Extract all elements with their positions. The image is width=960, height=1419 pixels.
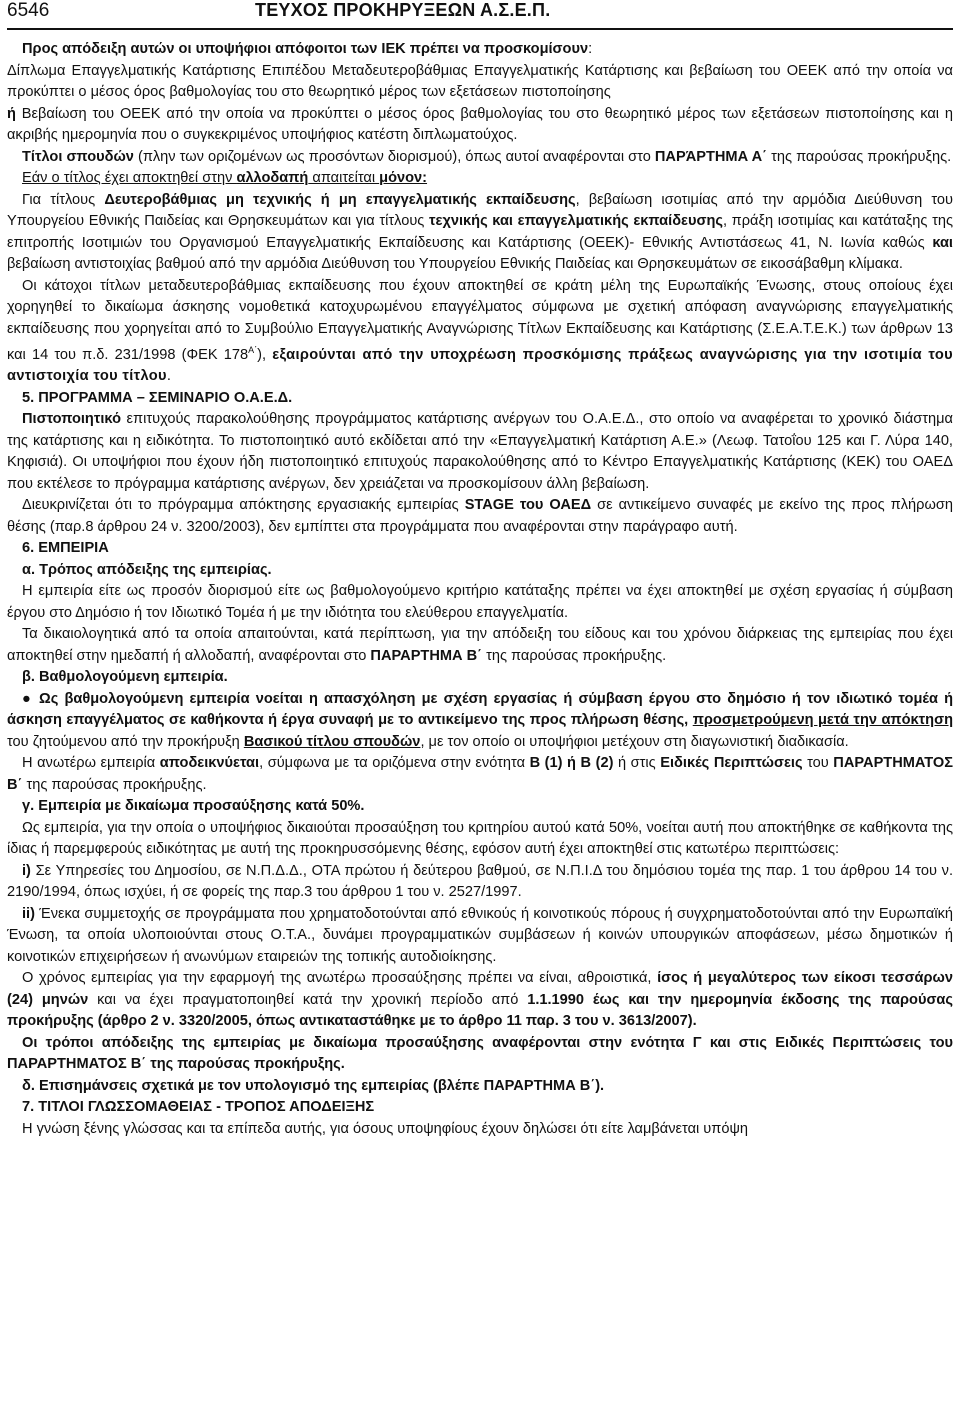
emphasis-after-acquisition: προσμετρούμενη μετά την απόκτηση [692,712,953,729]
paragraph-documents [7,624,953,667]
text-span: της παρούσας προκήρυξης. [22,776,207,793]
paragraph-iek-proof [7,39,953,61]
paragraph-eu-holders [7,276,953,388]
text-span: , πράξη ισοτιμίας και κατάταξης της επιτροπής Ισοτιμιών του Οργανισμού Επαγγελματικής Εκπαίδευσης και Κατάρτισης (ΟΕΕΚ)- Εθνικής Αντιστάσεως 41, Ν. Ιωνία καθώς [7,213,953,251]
text-span: Η γνώση ξένης γλώσσας και τα επίπεδα αυτής, για όσους υποψηφίους έχουν δηλώσει ότι είτε λαμβάνεται υπόψη [22,1120,748,1137]
study-titles-label: Τίτλοι σπουδών [22,148,134,165]
section-heading-7 [7,1097,953,1119]
emphasis-and: και [932,234,953,251]
section-heading-6 [7,538,953,560]
text-span: απαιτείται [308,170,380,186]
page-number: 6546 [7,0,50,21]
document-body [7,39,953,1140]
text-span: και να έχει πραγματοποιηθεί κατά την χρονική περίοδο από [88,991,528,1008]
text-span: επιτυχούς παρακολούθησης προγράμματος κατάρτισης ανέργων του Ο.Α.Ε.Δ., στο οποίο να αναφέρεται το χρονικό διάστημα της κατάρτισης και η ειδικότητα. Το πιστοποιητικό αυτό εκδίδεται από την «Επαγγελματική Κατάρτιση Α.Ε.» (Λεωφ. Τατοΐου 125 και Γ. Λύρα 140, Κηφισιά). Οι υποψήφιοι που έχουν ήδη πιστοποιητικό επιτυχούς παρακολούθησης από το Κέντρο Επαγγελματικής Κατάρτισης (ΚΕΚ) του ΟΑΕΔ που εκτέλεσε το πρόγραμμα κατάρτισης ανέργων, δεν χρειάζεται να προσκομίσουν άλλη βεβαίωση. [7,411,953,492]
paragraph-bonus-experience [7,818,953,861]
paragraph-equivalence [7,190,953,276]
paragraph-scored-experience [7,689,953,754]
paragraph-language [7,1119,953,1141]
subsection-title: γ. Εμπειρία με δικαίωμα προσαύξησης κατά 50%. [22,798,365,815]
paragraph-case-i [7,861,953,904]
text-span: . [166,368,171,385]
text-span: και στις Ειδικές Περιπτώσεις του ΠΑΡΑΡΤΗΜΑΤΟΣ Β΄ της παρούσας προκήρυξης. [7,1034,953,1073]
text-span: Διευκρινίζεται ότι το πρόγραμμα απόκτησης εργασιακής εμπειρίας [22,497,465,514]
emphasis-24-months: ίσος ή μεγαλύτερος των είκοσι τεσσάρων (24) μηνών [7,970,953,1008]
text-span: του [802,755,834,772]
case-label-ii: ii) [22,905,35,922]
paragraph-experience-proof [7,581,953,624]
or-keyword: ή [7,105,16,122]
certificate-label: Πιστοποιητικό [22,411,121,428]
subsection-heading-a [7,560,953,582]
section-heading-5 [7,388,953,410]
text-span: βεβαίωση αντιστοιχίας βαθμού από την αρμόδια Διεύθυνση του Υπουργείου Εθνικής Παιδείας και Θρησκευμάτων σε εικοσάβαθμη κλίμακα. [7,256,903,272]
iek-proof-heading: Προς απόδειξη αυτών οι υποψήφιοι απόφοιτοι των ΙΕΚ πρέπει να προσκομίσουν [22,41,589,57]
text-span: Ως εμπειρία, για την οποία ο υποψήφιος δικαιούται προσαύξηση του κριτηρίου αυτού κατά 50%, νοείται αυτή που αποκτήθηκε σε καθήκοντα της ίδιας ή παρεμφερούς ειδικότητας με αυτή της προκηρυσσόμενης θέσης, εφόσον αυτή έχει αποκτηθεί στις κατωτέρω περιπτώσεις: [7,819,953,858]
text-span: Τα δικαιολογητικά από τα οποία απαιτούνται, κατά περίπτωση, για την απόδειξη του είδους και του χρόνου διάρκειας της εμπειρίας που έχει αποκτηθεί στην ημεδαπή ή αλλοδαπή, αναφέρονται στο [7,626,953,664]
text-span: του ζητούμενου από την προκήρυξη [7,733,244,750]
paragraph-experience-time [7,968,953,1033]
text-span: Ένεκα συμμετοχής σε προγράμματα που χρηματοδοτούνται από εθνικούς ή κοινοτικούς πόρους ή συγχρηματοδοτούνται από την Ευρωπαϊκή Ένωση, τα οποία υλοποιούνται στους Ο.Τ.Α., δυνάμει προγραμματικών συμβάσεων ή κοινών υπουργικών αποφάσεων, μέσω δημοτικών ή κοινοτικών επιχειρήσεων ή ανωνύμων εταιρειών της τοπικής αυτοδιοίκησης. [7,905,953,965]
paragraph-stage [7,495,953,538]
text-span: , σύμφωνα με τα οριζόμενα στην ενότητα [259,755,530,772]
text-span: , βεβαίωση ισοτιμίας από την αρμόδια Διεύθυνση του Υπουργείου Εθνικής Παιδείας και Θρησκευμάτων και για τίτλους [7,191,953,229]
subsection-title: δ. Επισημάνσεις σχετικά με τον υπολογισμό της εμπειρίας (βλέπε ΠΑΡΑΡΤΗΜΑ Β΄). [22,1077,605,1094]
paragraph-certificate [7,104,953,147]
only-keyword: μόνον: [379,170,428,186]
issue-title: ΤΕΥΧΟΣ ΠΡΟΚΗΡΥΞΕΩΝ Α.Σ.Ε.Π. [255,0,551,20]
text-span: Οι κάτοχοι τίτλων μεταδευτεροβάθμιας εκπαίδευσης που έχουν αποκτηθεί σε κράτη μέλη της Ευρωπαϊκής Ένωσης, στους οποίους έχει χορηγηθεί το δικαίωμα άσκησης νομοθετικά κατοχυρωμένου επαγγέλματος σύμφωνα με σχετική απόφαση αναγνώρισης επαγγελματικής εκπαίδευσης που χορηγείται από το Συμβούλιο Επαγγελματικής Αναγνώρισης Τίτλων Εκπαίδευσης και Κατάρτισης (Σ.Ε.Α.Τ.Ε.Κ.) των άρθρων 13 και 14 του π.δ. 231/1998 (ΦΕΚ 178 [7,277,953,363]
annex-b-ref: ΠΑΡΑΡΤΗΜΑΤΟΣ Β΄ [7,755,953,793]
emphasis-technical: τεχνικής και επαγγελματικής εκπαίδευσης [429,213,723,229]
subsection-heading-c [7,796,953,818]
emphasis-period: 1.1.1990 έως και την ημερομηνία έκδοσης της παρούσας προκήρυξης (άρθρο 2 ν. 3320/2005, όπως αντικαταστάθηκε με το άρθρο 11 παρ. 3 του ν. 3613/2007). [7,991,953,1030]
text-span: : [588,41,593,57]
text-span: Οι τρόποι απόδειξης της εμπειρίας με δικαίωμα προσαύξησης αναφέρονται στην ενότητα [22,1034,693,1051]
emphasis-secondary: Δευτεροβάθμιας μη τεχνικής ή μη επαγγελματικής εκπαίδευσης [104,191,576,208]
text-span: , με τον οποίο οι υποψήφιοι μετέχουν στη διαγωνιστική διαδικασία. [420,733,849,750]
emphasis-special-cases: Ειδικές Περιπτώσεις [660,755,803,772]
emphasis-proven: αποδεικνύεται [159,755,260,772]
text-span: Η εμπειρία είτε ως προσόν διορισμού είτε ως βαθμολογούμενο κριτήριο κατάταξης πρέπει να έχει αποκτηθεί με σχέση εργασίας ή σύμβαση έργου στο Δημόσιο ή τον Ιδιωτικό Τομέα ή με την ιδιότητα του ελεύθερου επαγγελματία. [7,583,953,621]
case-label-i: i) [22,862,31,879]
text-span: Ως βαθμολογούμενη εμπειρία νοείται η απασχόληση με σχέση εργασίας ή σύμβαση έργου στο δημόσιο ή τον ιδιωτικό τομέα ή άσκηση επαγγέλματος σε καθήκοντα ή έργα συναφή με το αντικείμενο της προς πλήρωση θέσης, [7,690,953,729]
annex-a-ref: ΠΑΡΆΡΤΗΜΑ Α΄ [654,148,768,165]
text-span: ή στις [613,755,661,772]
section-letter: Γ [692,1034,702,1051]
superscript: Α΄ [248,345,258,355]
text-span: της παρούσας προκήρυξης. [482,647,667,664]
subsection-heading-d [7,1076,953,1098]
foreign-keyword: αλλοδαπή [236,170,309,186]
subsection-title: α. Τρόπος απόδειξης της εμπειρίας. [22,561,272,578]
paragraph-bonus-proof [7,1033,953,1076]
header-rule [7,28,953,30]
bullet-icon: ● [22,690,33,707]
paragraph-diploma [7,61,953,104]
text-span: Βεβαίωση του ΟΕΕΚ από την οποία να προκύπτει ο μέσος όρος βαθμολογίας του στο θεωρητικό μέρος των εξετάσεων πιστοποίησης και η ακριβής ημερομηνία που ο συγκεκριμένος υποψήφιος κατέστη διπλωματούχος. [7,105,953,143]
paragraph-study-titles [7,147,953,169]
page-header [7,0,953,28]
paragraph-foreign-title [7,168,953,190]
stage-program: STAGE του ΟΑΕΔ [464,497,592,514]
subsection-title: β. Βαθμολογούμενη εμπειρία. [22,669,228,686]
section-title: 5. ΠΡΟΓΡΑΜΜΑ – ΣΕΜΙΝΑΡΙΟ Ο.Α.Ε.Δ. [22,389,293,406]
text-span: (πλην των οριζομένων ως προσόντων διορισμού), όπως αυτοί αναφέρονται στο [133,148,655,165]
paragraph-case-ii [7,904,953,969]
text-span: σε αντικείμενο συναφές με εκείνο της προς πλήρωση θέσης (παρ.8 άρθρου 24 ν. 3200/2003), δεν εμπίπτει στα προγράμματα που αναφέρονται στην παράγραφο αυτή. [7,497,953,535]
paragraph-proven [7,753,953,796]
paragraph-oaed-certificate [7,409,953,495]
emphasis-exempt: εξαιρούνται από την υποχρέωση προσκόμισης πράξεως αναγνώρισης για την ισοτιμία του αντιστοιχία του τίτλου [7,346,953,385]
text-span: Εάν ο τίτλος έχει αποκτηθεί στην [22,170,237,186]
text-span: Σε Υπηρεσίες του Δημοσίου, σε Ν.Π.Δ.Δ., ΟΤΑ πρώτου ή δεύτερου βαθμού, σε Ν.Π.Ι.Δ του δημόσιου τομέα της παρ. 1 του άρθρου 14 του ν. 2190/1994, όπως ισχύει, ή σε φορείς της παρ.3 του άρθρου 1 του ν. 2527/1997. [7,862,953,901]
emphasis-basic-title: Βασικού τίτλου σπουδών [243,733,421,750]
annex-b-ref: ΠΑΡΑΡΤΗΜΑ Β΄ [370,647,483,664]
text-span: Για τίτλους [22,191,105,208]
text-span: της παρούσας προκήρυξης. [767,148,952,165]
text-span: Ο χρόνος εμπειρίας για την εφαρμογή της ανωτέρω προσαύξησης πρέπει να είναι, αθροιστικά, [22,970,658,987]
subsection-heading-b [7,667,953,689]
text-span: Η ανωτέρω εμπειρία [22,755,160,772]
text-span: ), [257,346,273,363]
section-title: 6. ΕΜΠΕΙΡΙΑ [22,540,109,557]
emphasis-sections: Β (1) ή Β (2) [529,755,614,772]
section-title: 7. ΤΙΤΛΟΙ ΓΛΩΣΣΟΜΑΘΕΙΑΣ - ΤΡΟΠΟΣ ΑΠΟΔΕΙΞΗΣ [22,1099,375,1116]
text-span: Δίπλωμα Επαγγελματικής Κατάρτισης Επιπέδου Μεταδευτεροβάθμιας Επαγγελματικής Κατάρτισης και βεβαίωση του ΟΕΕΚ από την οποία να προκύπτει ο μέσος όρος βαθμολογίας του στο θεωρητικό μέρος των εξετάσεων πιστοποίησης [7,62,953,100]
